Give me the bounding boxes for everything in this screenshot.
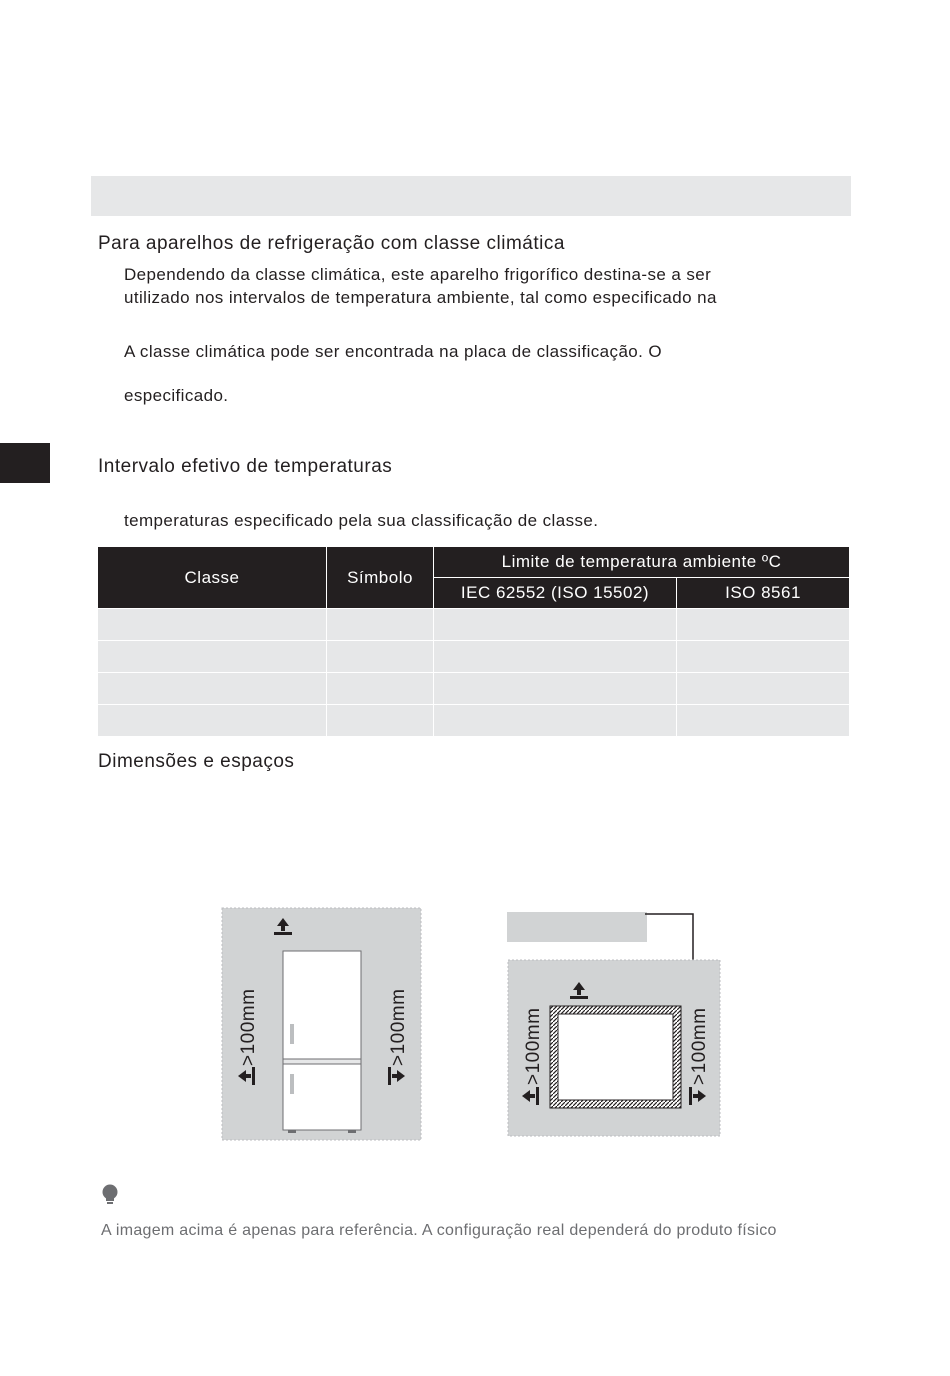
range-paragraph-line: temperaturas especificado pela sua classificação de classe. xyxy=(124,511,599,530)
lightbulb-icon xyxy=(101,1184,119,1206)
section-title-dimensions: Dimensões e espaços xyxy=(98,751,295,772)
front-view-diagram xyxy=(220,906,423,1142)
top-right-clearance-label: >100mm xyxy=(689,1007,710,1085)
reference-note: A imagem acima é apenas para referência. A configuração real dependerá do produto físico xyxy=(101,1222,777,1239)
header-symbol: Símbolo xyxy=(327,547,434,609)
right-clearance-label: >100mm xyxy=(388,988,409,1066)
header-class: Classe xyxy=(98,547,327,609)
section-title-range: Intervalo efetivo de temperaturas xyxy=(98,456,393,477)
header-iso: ISO 8561 xyxy=(677,578,850,609)
climate-paragraph-2-line-1: A classe climática pode ser encontrada na placa de classificação. O xyxy=(124,342,663,361)
climate-paragraph-line-2: utilizado nos intervalos de temperatura ambiente, tal como especificado na xyxy=(124,288,717,307)
table-row xyxy=(98,609,850,641)
side-tab xyxy=(0,443,50,483)
climate-paragraph-line-1: Dependendo da classe climática, este aparelho frigorífico destina-se a ser xyxy=(124,265,712,284)
table-row xyxy=(98,705,850,737)
header-limit: Limite de temperatura ambiente ºC xyxy=(434,547,850,578)
table-row xyxy=(98,641,850,673)
top-view-diagram xyxy=(505,910,725,1140)
left-clearance-label: >100mm xyxy=(238,988,259,1066)
table-row xyxy=(98,673,850,705)
header-band xyxy=(91,176,851,216)
section-title-climate: Para aparelhos de refrigeração com classe climática xyxy=(98,233,565,254)
header-iec: IEC 62552 (ISO 15502) xyxy=(434,578,677,609)
top-left-clearance-label: >100mm xyxy=(523,1007,544,1085)
climate-paragraph-2-line-2: especificado. xyxy=(124,386,229,405)
callout-label-box xyxy=(507,912,647,942)
temperature-table xyxy=(97,546,850,737)
